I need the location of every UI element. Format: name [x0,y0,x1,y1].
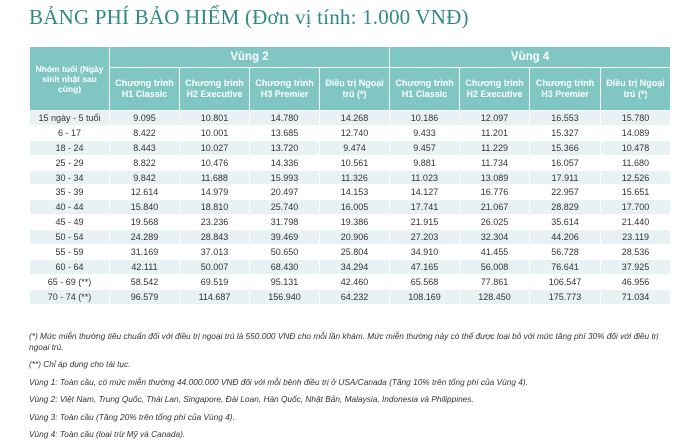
plan-header: Chương trình H2 Executive [460,68,530,111]
premium-cell: 14.153 [320,185,390,200]
premium-cell: 14.089 [601,125,671,140]
premium-cell: 108.169 [390,289,460,304]
table-body [30,111,671,305]
premium-cell: 47.165 [390,259,460,274]
premium-cell: 12.526 [601,170,671,185]
premium-cell: 17.741 [390,200,460,215]
premium-cell: 114.687 [180,289,250,304]
premium-cell: 69.519 [180,274,250,289]
premium-cell: 9.095 [110,111,180,126]
premium-cell: 10.801 [180,111,250,126]
premium-cell: 8.822 [110,155,180,170]
table-row [30,185,671,200]
footnote-region-3: Vùng 3: Toàn cầu (Tăng 20% trên tổng phí của Vùng 4). [29,411,235,422]
table-row [30,155,671,170]
premium-cell: 31.798 [250,215,320,230]
plan-header: Điều trị Ngoại trú (*) [320,68,390,111]
age-group-cell: 30 - 34 [30,170,110,185]
premium-cell: 23.236 [180,215,250,230]
premium-cell: 10.001 [180,125,250,140]
plan-header: Chương trình H3 Premier [530,68,601,111]
premium-cell: 16.776 [460,185,530,200]
age-group-cell: 25 - 29 [30,155,110,170]
premium-cell: 71.034 [601,289,671,304]
premium-cell: 11.229 [460,140,530,155]
premium-cell: 34.910 [390,245,460,260]
footnote-region-1: Vùng 1: Toàn cầu, có mức miễn thường 44.000.000 VNĐ đối với mỗi bệnh điều trị ở USA/Canada (Tăng 10% trên tổng phí của Vùng 4). [29,376,528,387]
table-row [30,200,671,215]
premium-cell: 41.455 [460,245,530,260]
premium-cell: 11.023 [390,170,460,185]
premium-cell: 15.780 [601,111,671,126]
premium-cell: 11.201 [460,125,530,140]
premium-cell: 19.568 [110,215,180,230]
premium-cell: 14.127 [390,185,460,200]
premium-cell: 28.536 [601,245,671,260]
footnote-region-4: Vùng 4: Toàn cầu (loại trừ Mỹ và Canada). [29,429,186,439]
plan-header: Chương trình H3 Premier [250,68,320,111]
premium-cell: 14.268 [320,111,390,126]
table-row [30,259,671,274]
premium-cell: 37.925 [601,259,671,274]
premium-cell: 16.005 [320,200,390,215]
premium-cell: 10.186 [390,111,460,126]
premium-cell: 12.740 [320,125,390,140]
premium-cell: 11.734 [460,155,530,170]
premium-cell: 37.013 [180,245,250,260]
footnote-region-2: Vùng 2: Việt Nam, Trung Quốc, Thái Lan, Singapore, Đài Loan, Hàn Quốc, Nhật Bản, Malaysia, Indonesia và Philippines. [29,394,474,404]
premium-cell: 9.433 [390,125,460,140]
premium-cell: 42.460 [320,274,390,289]
premium-cell: 11.680 [601,155,671,170]
premium-cell: 20.497 [250,185,320,200]
table-row [30,274,671,289]
premium-cell: 10.027 [180,140,250,155]
region-header: Vùng 4 [390,47,671,68]
table-row [30,140,671,155]
premium-cell: 25.804 [320,245,390,260]
table-row [30,125,671,140]
table-row [30,230,671,245]
premium-cell: 17.911 [530,170,601,185]
premium-cell: 42.111 [110,259,180,274]
premium-cell: 128.450 [460,289,530,304]
premium-cell: 12.614 [110,185,180,200]
premium-cell: 64.232 [320,289,390,304]
premium-cell: 11.326 [320,170,390,185]
premium-cell: 28.843 [180,230,250,245]
premium-cell: 8.422 [110,125,180,140]
premium-cell: 26.025 [460,215,530,230]
premium-cell: 39.469 [250,230,320,245]
table-row [30,111,671,126]
age-group-cell: 55 - 59 [30,245,110,260]
premium-cell: 106.547 [530,274,601,289]
footnote-outpatient: (*) Mức miễn thường tiêu chuẩn đối với điều trị ngoại trú là 550.000 VNĐ cho mỗi lần khám. Mức miễn thường này có thể được loại bỏ với mức tăng phí 30% đối với điều trị ngoại trú. [29,331,659,352]
age-group-cell: 70 - 74 (**) [30,289,110,304]
premium-cell: 20.906 [320,230,390,245]
premium-cell: 15.993 [250,170,320,185]
premium-cell: 21.067 [460,200,530,215]
premium-cell: 31.169 [110,245,180,260]
premium-cell: 21.440 [601,215,671,230]
premium-cell: 10.476 [180,155,250,170]
premium-cell: 34.294 [320,259,390,274]
premium-cell: 32.304 [460,230,530,245]
premium-cell: 12.097 [460,111,530,126]
premium-cell: 96.579 [110,289,180,304]
footnote-renewal: (**) Chỉ áp dụng cho tái tục. [29,359,131,369]
premium-cell: 35.614 [530,215,601,230]
age-group-cell: 15 ngày - 5 tuổi [30,111,110,126]
premium-cell: 16.553 [530,111,601,126]
premium-cell: 77.861 [460,274,530,289]
premium-cell: 46.956 [601,274,671,289]
premium-cell: 9.881 [390,155,460,170]
premium-cell: 25.740 [250,200,320,215]
premium-cell: 14.780 [250,111,320,126]
age-group-cell: 35 - 39 [30,185,110,200]
footnotes [29,331,669,447]
table-row [30,215,671,230]
premium-cell: 23.119 [601,230,671,245]
premium-cell: 56.728 [530,245,601,260]
age-group-cell: 45 - 49 [30,215,110,230]
premium-cell: 50.650 [250,245,320,260]
age-group-cell: 65 - 69 (**) [30,274,110,289]
premium-cell: 22.957 [530,185,601,200]
plan-header: Điều trị Ngoại trú (*) [601,68,671,111]
age-group-cell: 6 - 17 [30,125,110,140]
premium-cell: 24.289 [110,230,180,245]
premium-cell: 15.327 [530,125,601,140]
premium-cell: 9.474 [320,140,390,155]
age-group-cell: 18 - 24 [30,140,110,155]
table-row [30,170,671,185]
premium-cell: 15.366 [530,140,601,155]
premium-cell: 9.457 [390,140,460,155]
premium-cell: 18.810 [180,200,250,215]
plan-header: Chương trình H1 Classic [390,68,460,111]
age-group-cell: 50 - 54 [30,230,110,245]
premium-cell: 76.641 [530,259,601,274]
premium-cell: 15.840 [110,200,180,215]
premium-cell: 27.203 [390,230,460,245]
premium-table [29,46,671,305]
age-group-cell: 40 - 44 [30,200,110,215]
table-row [30,289,671,304]
premium-cell: 95.131 [250,274,320,289]
premium-cell: 21.915 [390,215,460,230]
premium-cell: 28.829 [530,200,601,215]
age-group-cell: 60 - 64 [30,259,110,274]
premium-cell: 14.979 [180,185,250,200]
premium-cell: 14.336 [250,155,320,170]
premium-cell: 65.568 [390,274,460,289]
premium-cell: 68.430 [250,259,320,274]
premium-cell: 10.561 [320,155,390,170]
premium-cell: 13.685 [250,125,320,140]
premium-cell: 9.842 [110,170,180,185]
age-group-header: Nhóm tuổi (Ngày sinh nhật sau cùng) [30,47,110,111]
premium-cell: 13.720 [250,140,320,155]
premium-cell: 19.386 [320,215,390,230]
premium-cell: 175.773 [530,289,601,304]
region-header: Vùng 2 [110,47,390,68]
premium-cell: 10.478 [601,140,671,155]
premium-cell: 58.542 [110,274,180,289]
premium-cell: 44.206 [530,230,601,245]
premium-cell: 13.089 [460,170,530,185]
plan-header: Chương trình H2 Executive [180,68,250,111]
premium-cell: 15.651 [601,185,671,200]
premium-cell: 17.700 [601,200,671,215]
premium-cell: 16.057 [530,155,601,170]
premium-cell: 50.007 [180,259,250,274]
plan-header: Chương trình H1 Classic [110,68,180,111]
premium-cell: 11.688 [180,170,250,185]
premium-cell: 156.940 [250,289,320,304]
table-row [30,245,671,260]
premium-cell: 8.443 [110,140,180,155]
premium-cell: 56.008 [460,259,530,274]
page-title: BẢNG PHÍ BẢO HIỂM (Đơn vị tính: 1.000 VNĐ) [29,5,469,29]
